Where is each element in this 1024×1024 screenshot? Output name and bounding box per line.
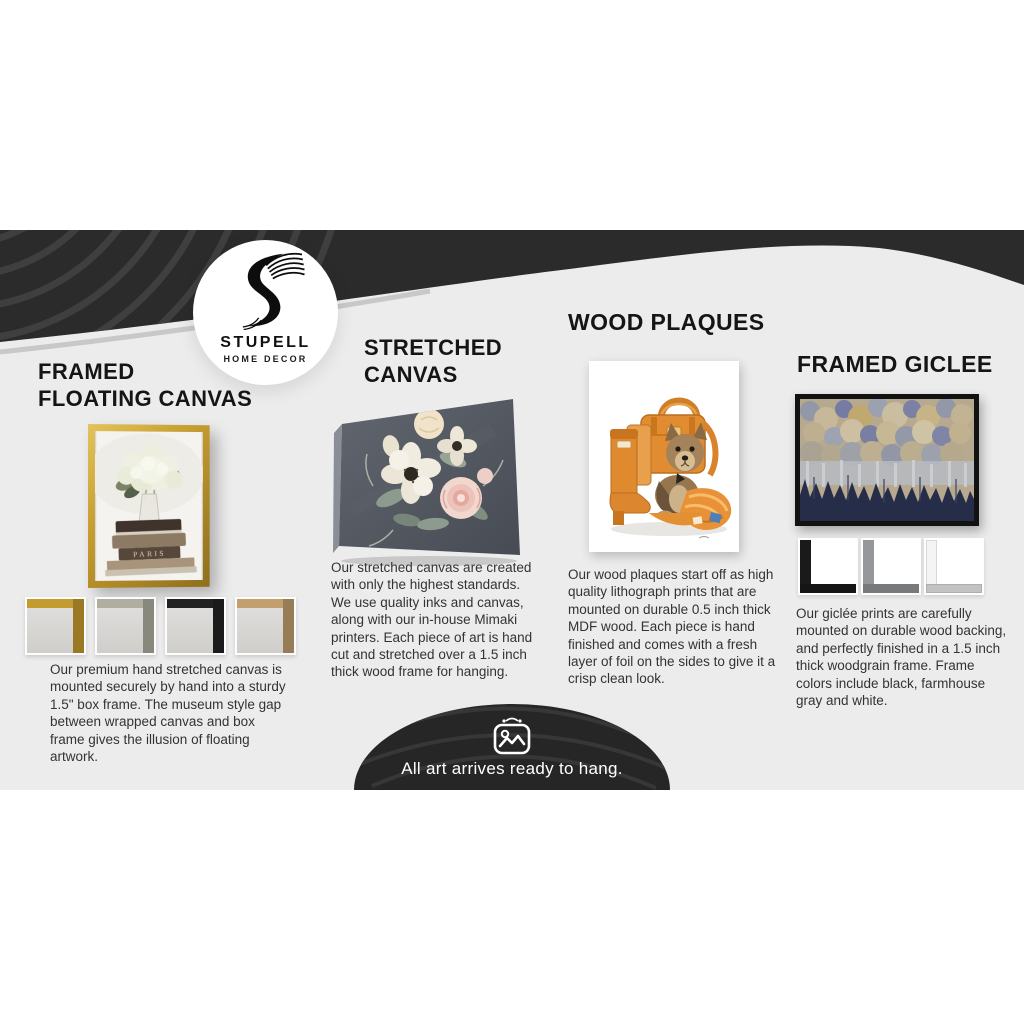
- floating-canvas-photo: [88, 424, 210, 588]
- floating-canvas-description: Our premium hand stretched canvas is mounted securely by hand into a sturdy 1.5" box frame. The museum style gap between wrapped canvas and box frame gives the illusion of floating artwork.: [50, 662, 286, 765]
- swatch-canvas: [237, 608, 283, 653]
- stretched-canvas-photo: [333, 390, 525, 571]
- swatch-frame-band: [143, 599, 154, 653]
- abstract-giclee-art: [800, 399, 974, 521]
- wood-plaques-description: Our wood plaques start off as high quality lithograph prints that are mounted on durable 0.5 inch thick MDF wood. Each piece is hand finished and comes with a fresh layer of foil on the sides to give it a crisp clean look.: [568, 567, 776, 687]
- stupell-s-icon: [225, 252, 309, 332]
- swatch-canvas: [937, 540, 982, 584]
- heading-line: FLOATING CANVAS: [38, 386, 253, 411]
- swatch-canvas: [811, 540, 856, 584]
- frame-swatch-gold: [25, 597, 86, 655]
- framed-giclee-description: Our giclée prints are carefully mounted on durable wood backing, and perfectly finished in a 1.5 inch thick woodgrain frame. Frame colors include black, farmhouse gray and white.: [796, 606, 1007, 709]
- swatch-canvas: [874, 540, 919, 584]
- frame-swatch-black: [165, 597, 226, 655]
- swatch-canvas: [167, 608, 213, 653]
- book-spine-label: PARIS: [133, 548, 167, 559]
- swatch-canvas: [27, 608, 73, 653]
- heading-framed-giclee: FRAMED GICLEE: [797, 351, 993, 377]
- frame-swatch-pewter: [95, 597, 156, 655]
- heading-stretched-canvas: [364, 334, 502, 388]
- swatch-canvas: [97, 608, 143, 653]
- brand-tagline: HOME DECOR: [223, 354, 308, 364]
- footer-message: All art arrives ready to hang.: [401, 759, 623, 778]
- heading-framed-floating-canvas: [38, 358, 252, 412]
- orange-boots: [610, 425, 651, 525]
- swatch-frame-band: [283, 599, 294, 653]
- framed-giclee-photo: [795, 394, 979, 526]
- swatch-frame-band: [863, 584, 919, 593]
- giclee-swatch-white: [924, 538, 984, 595]
- heading-line: STRETCHED: [364, 335, 503, 360]
- floating-canvas-artwork: [95, 431, 203, 581]
- swatch-frame-band: [800, 584, 856, 593]
- swatch-frame-band: [926, 584, 982, 593]
- stretched-canvas-description: Our stretched canvas are created with only the highest standards. We use quality inks and canvas, along with our in-house Mimaki printers. Each piece of art is hand cut and stretched over a 1.5 inch thick wood frame for hanging.: [331, 560, 533, 680]
- heading-wood-plaques: WOOD PLAQUES: [568, 309, 765, 335]
- ready-to-hang-icon: [488, 717, 536, 759]
- brand-name: STUPELL: [220, 334, 311, 351]
- giclee-swatch-gray: [861, 538, 921, 595]
- swatch-frame-band: [73, 599, 84, 653]
- wood-plaque-artwork: [589, 361, 739, 552]
- heading-line: FRAMED: [38, 359, 135, 384]
- swatch-frame-band: [213, 599, 224, 653]
- heading-line: CANVAS: [364, 362, 458, 387]
- pink-rose: [440, 477, 482, 519]
- giclee-swatch-black: [798, 538, 858, 595]
- wood-plaque-photo: [589, 361, 739, 552]
- frame-swatch-tan: [235, 597, 296, 655]
